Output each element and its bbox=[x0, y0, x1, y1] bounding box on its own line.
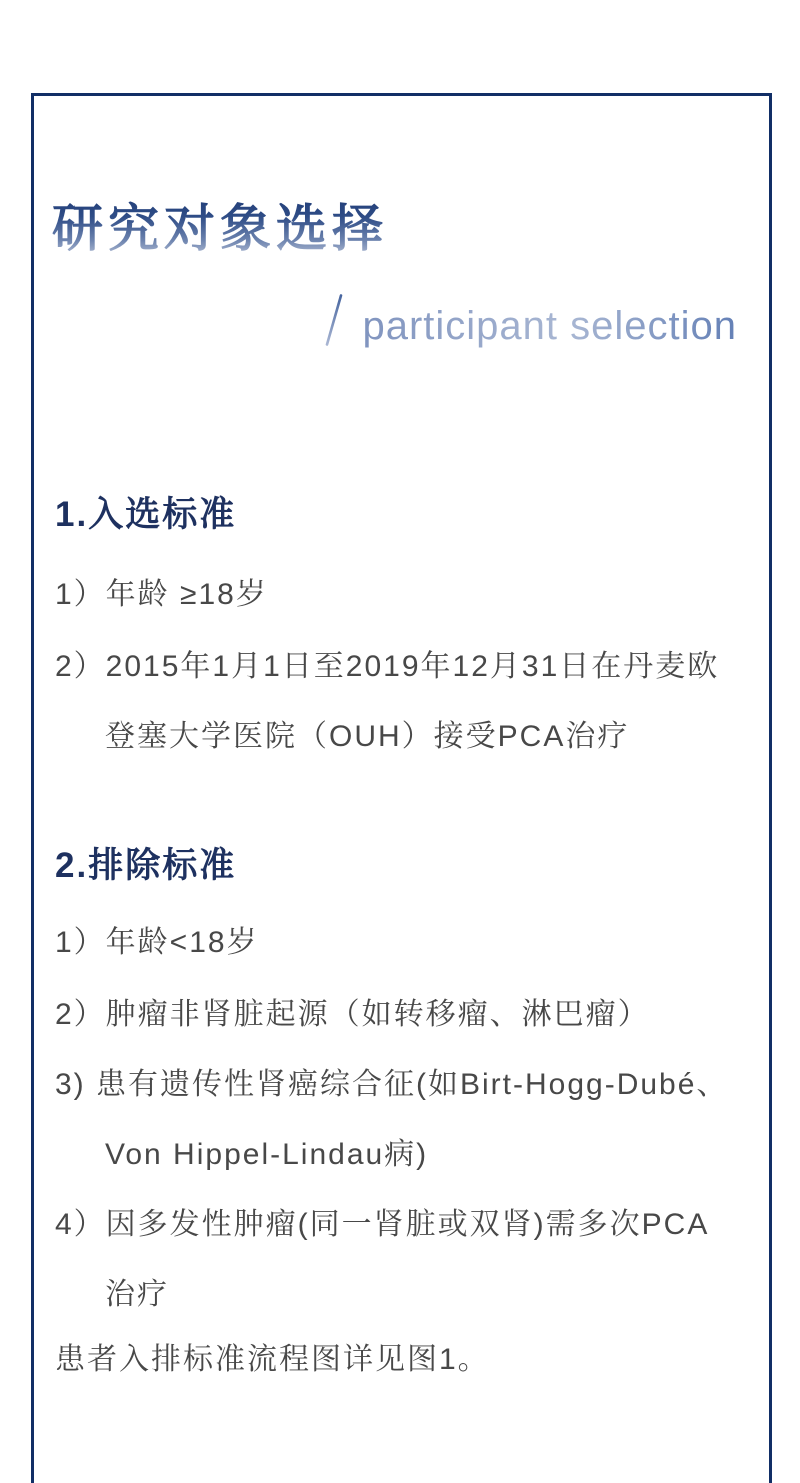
list-item-line: 3) 患有遗传性肾癌综合征(如Birt-Hogg-Dubé、 bbox=[55, 1068, 729, 1101]
list-item bbox=[55, 908, 759, 978]
list-item-line: 4）因多发性肿瘤(同一肾脏或双肾)需多次PCA bbox=[55, 1208, 710, 1241]
slash-icon bbox=[322, 294, 346, 346]
subtitle-row bbox=[322, 294, 737, 348]
list-item-line: 1）年龄 ≥18岁 bbox=[55, 578, 268, 611]
page-title: 研究对象选择 bbox=[52, 200, 389, 257]
section-heading-inclusion: 1.入选标准 bbox=[55, 495, 237, 534]
content-frame bbox=[31, 93, 772, 1483]
list-item-continuation-line: Von Hippel-Lindau病) bbox=[105, 1138, 429, 1171]
list-item-line: 2）肿瘤非肾脏起源（如转移瘤、淋巴瘤） bbox=[55, 998, 650, 1031]
section-heading-exclusion: 2.排除标准 bbox=[55, 846, 237, 885]
list-item bbox=[55, 980, 759, 1050]
list-item-line: 2）2015年1月1日至2019年12月31日在丹麦欧 bbox=[55, 650, 720, 683]
list-item bbox=[55, 1050, 759, 1190]
list-item-continuation-line: 登塞大学医院（OUH）接受PCA治疗 bbox=[105, 720, 630, 753]
footer-note bbox=[55, 1325, 759, 1395]
list-item-line: 1）年龄<18岁 bbox=[55, 926, 259, 959]
list-item bbox=[55, 560, 759, 630]
list-item bbox=[55, 1190, 759, 1330]
list-item-continuation-line: 治疗 bbox=[105, 1278, 169, 1311]
page-subtitle: participant selection bbox=[362, 304, 737, 348]
list-item bbox=[55, 632, 759, 772]
footer-note-line: 患者入排标准流程图详见图1。 bbox=[55, 1343, 490, 1376]
